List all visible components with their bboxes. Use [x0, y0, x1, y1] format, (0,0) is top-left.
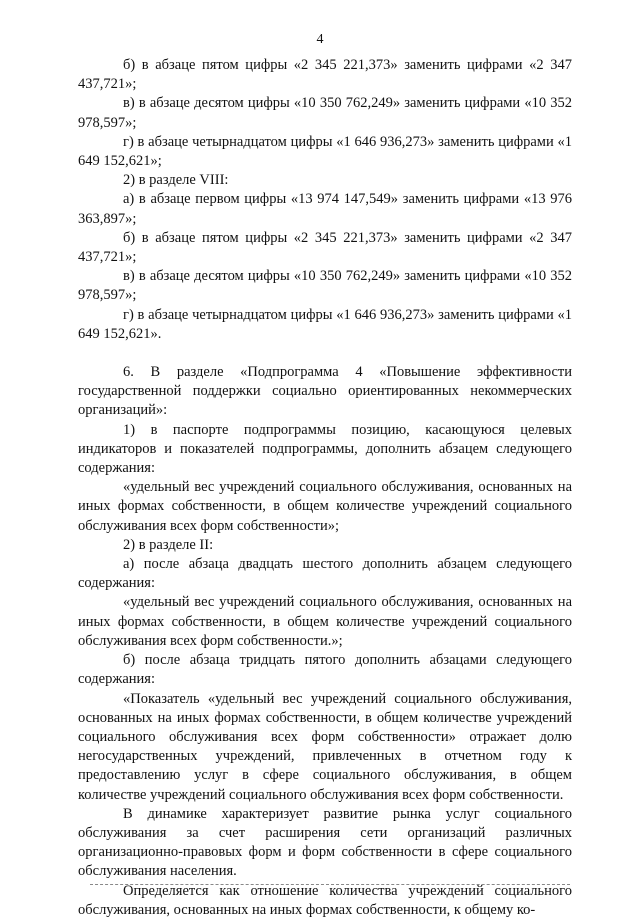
paragraph: б) в абзаце пятом цифры «2 345 221,373» заменить цифрами «2 347 437,721»;: [78, 57, 572, 93]
paragraph: 2) в разделе II:: [123, 536, 214, 553]
paragraph: г) в абзаце четырнадцатом цифры «1 646 936,273» заменить цифрами «1 649 152,621».: [78, 306, 572, 342]
paragraph: а) в абзаце первом цифры «13 974 147,549» заменить цифрами «13 976 363,897»;: [78, 191, 572, 227]
section-heading-paragraph: 6. В разделе «Подпрограмма 4 «Повышение эффективности государственной поддержки социально ориентированных некоммерческих организаций»:: [78, 364, 572, 419]
scan-bottom-rule: [90, 884, 570, 885]
paragraph: Определяется как отношение количества учреждений социального обслуживания, основанных на иных формах собственности, к общему ко-: [78, 882, 572, 918]
document-body: [78, 56, 572, 920]
paragraph: В динамике характеризует развитие рынка услуг социального обслуживания за счет расширения сети организаций различных организационно-правовых форм и форм собственности в сфере социального обслуживания населения.: [78, 805, 572, 880]
paragraph: 2) в разделе VIII:: [123, 172, 229, 189]
paragraph: в) в абзаце десятом цифры «10 350 762,249» заменить цифрами «10 352 978,597»;: [78, 268, 572, 304]
quoted-paragraph: «удельный вес учреждений социального обслуживания, основанных на иных формах собственности, в общем количестве учреждений социального обслуживания всех форм собственности.»;: [78, 594, 572, 649]
paragraph: б) после абзаца тридцать пятого дополнить абзацами следующего содержания:: [78, 652, 572, 688]
quoted-paragraph: «удельный вес учреждений социального обслуживания, основанных на иных формах собственности, в общем количестве учреждений социального обслуживания всех форм собственности»;: [78, 479, 572, 534]
paragraph: а) после абзаца двадцать шестого дополнить абзацем следующего содержания:: [78, 556, 572, 592]
paragraph: б) в абзаце пятом цифры «2 345 221,373» заменить цифрами «2 347 437,721»;: [78, 229, 572, 266]
quoted-paragraph: «Показатель «удельный вес учреждений социального обслуживания, основанных на иных формах собственности, в общем количестве учреждений социального обслуживания всех форм собственности» отражает долю негосударственных учреждений, привлеченных в отчетном году к предоставлению услуг в сфере социального обслуживания, в общем количестве учреждений социального обслуживания всех форм собственности.: [78, 690, 572, 803]
page-number: 4: [316, 32, 324, 47]
paragraph: 1) в паспорте подпрограммы позицию, касающуюся целевых индикаторов и показателей подпрограммы, дополнить абзацем следующего содержания:: [78, 421, 572, 477]
paragraph: г) в абзаце четырнадцатом цифры «1 646 936,273» заменить цифрами «1 649 152,621»;: [78, 133, 572, 170]
paragraph: в) в абзаце десятом цифры «10 350 762,249» заменить цифрами «10 352 978,597»;: [78, 95, 572, 131]
